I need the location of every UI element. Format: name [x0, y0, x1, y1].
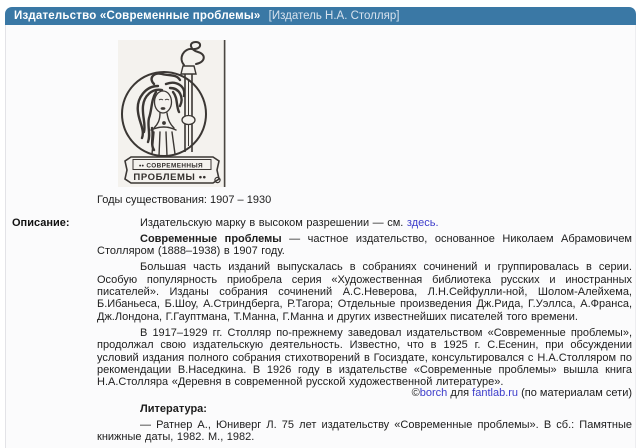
credit-tail: (по материалам сети)	[518, 387, 632, 399]
logo-banner-line1: •• СОВРЕМЕННЫЯ	[138, 162, 204, 170]
description-paragraph-2	[97, 233, 632, 258]
page-header	[5, 7, 636, 25]
years-of-existence: Годы существования: 1907 – 1930	[97, 194, 272, 206]
credit-author-link[interactable]: borch	[419, 387, 448, 399]
credit-middle: для	[447, 387, 473, 399]
publisher-logo-image	[118, 40, 226, 187]
description-label: Описание:	[12, 217, 70, 229]
description-paragraph-4: В 1917–1929 гг. Столляр по-прежнему заведовал издательством «Современные проблемы», продолжал свою издательскую деятельность. Известно, что в 1925 г. С.Есенин, при обсуждении условий издания полного собрания стихотворений в Госиздате, консультировался с Н.А.Столляром по рекомендации В.Наседкина. В 1926 году в издательстве «Современные проблемы» вышла книга Н.А.Столляра «Деревня в современной русской художественной литературе».	[97, 326, 632, 389]
logo-banner-line2: ПРОБЛЕМЫ ••	[133, 172, 207, 183]
description-text	[97, 217, 632, 392]
description-paragraph-3: Большая часть изданий выпускалась в собраниях сочинений и группировалась в серии. Особую популярность приобрела серия «Художественная библиотека русских и иностранных писателей». Изданы собрания сочинений А.С.Неверова, Л.Н.Сейфулли-ной, Шолом-Алейхема, Б.Ибаньеса, Б.Шоу, А.Стриндберга, Р.Тагора; Отдельные произведения Дж.Рида, Г.Уэллса, А.Франса, Дж.Лондона, Г.Гауптмана, Т.Манна, Г.Манна и других известнейших писателей того времени.	[97, 261, 632, 323]
literature-item: — Ратнер А., Юниверг Л. 75 лет издательству «Современные проблемы». В сб.: Памятные книжные даты, 1982. М., 1982.	[97, 418, 632, 444]
description-footer	[97, 387, 632, 444]
p1-period: .	[435, 217, 439, 229]
page-title: Издательство «Современные проблемы»	[14, 10, 261, 22]
publisher-logo-drawing	[118, 40, 226, 187]
fantlab-site-link[interactable]: fantlab.ru	[472, 387, 519, 399]
description-paragraph-1	[97, 217, 632, 229]
high-res-mark-link[interactable]: здесь	[406, 217, 436, 229]
copyright-sign: ©	[411, 387, 420, 399]
credit-line	[97, 387, 632, 399]
p1-text: Издательскую марку в высоком разрешении — см.	[140, 217, 407, 229]
page-subtitle: [Издатель Н.А. Столляр]	[268, 10, 400, 22]
p2-text: — частное издательство, основанное Николаем Абрамовичем Столляром (1888–1938) в 1907 году.	[97, 232, 632, 258]
literature-label: Литература:	[140, 402, 207, 415]
publisher-name-bold: Современные проблемы	[140, 232, 282, 245]
